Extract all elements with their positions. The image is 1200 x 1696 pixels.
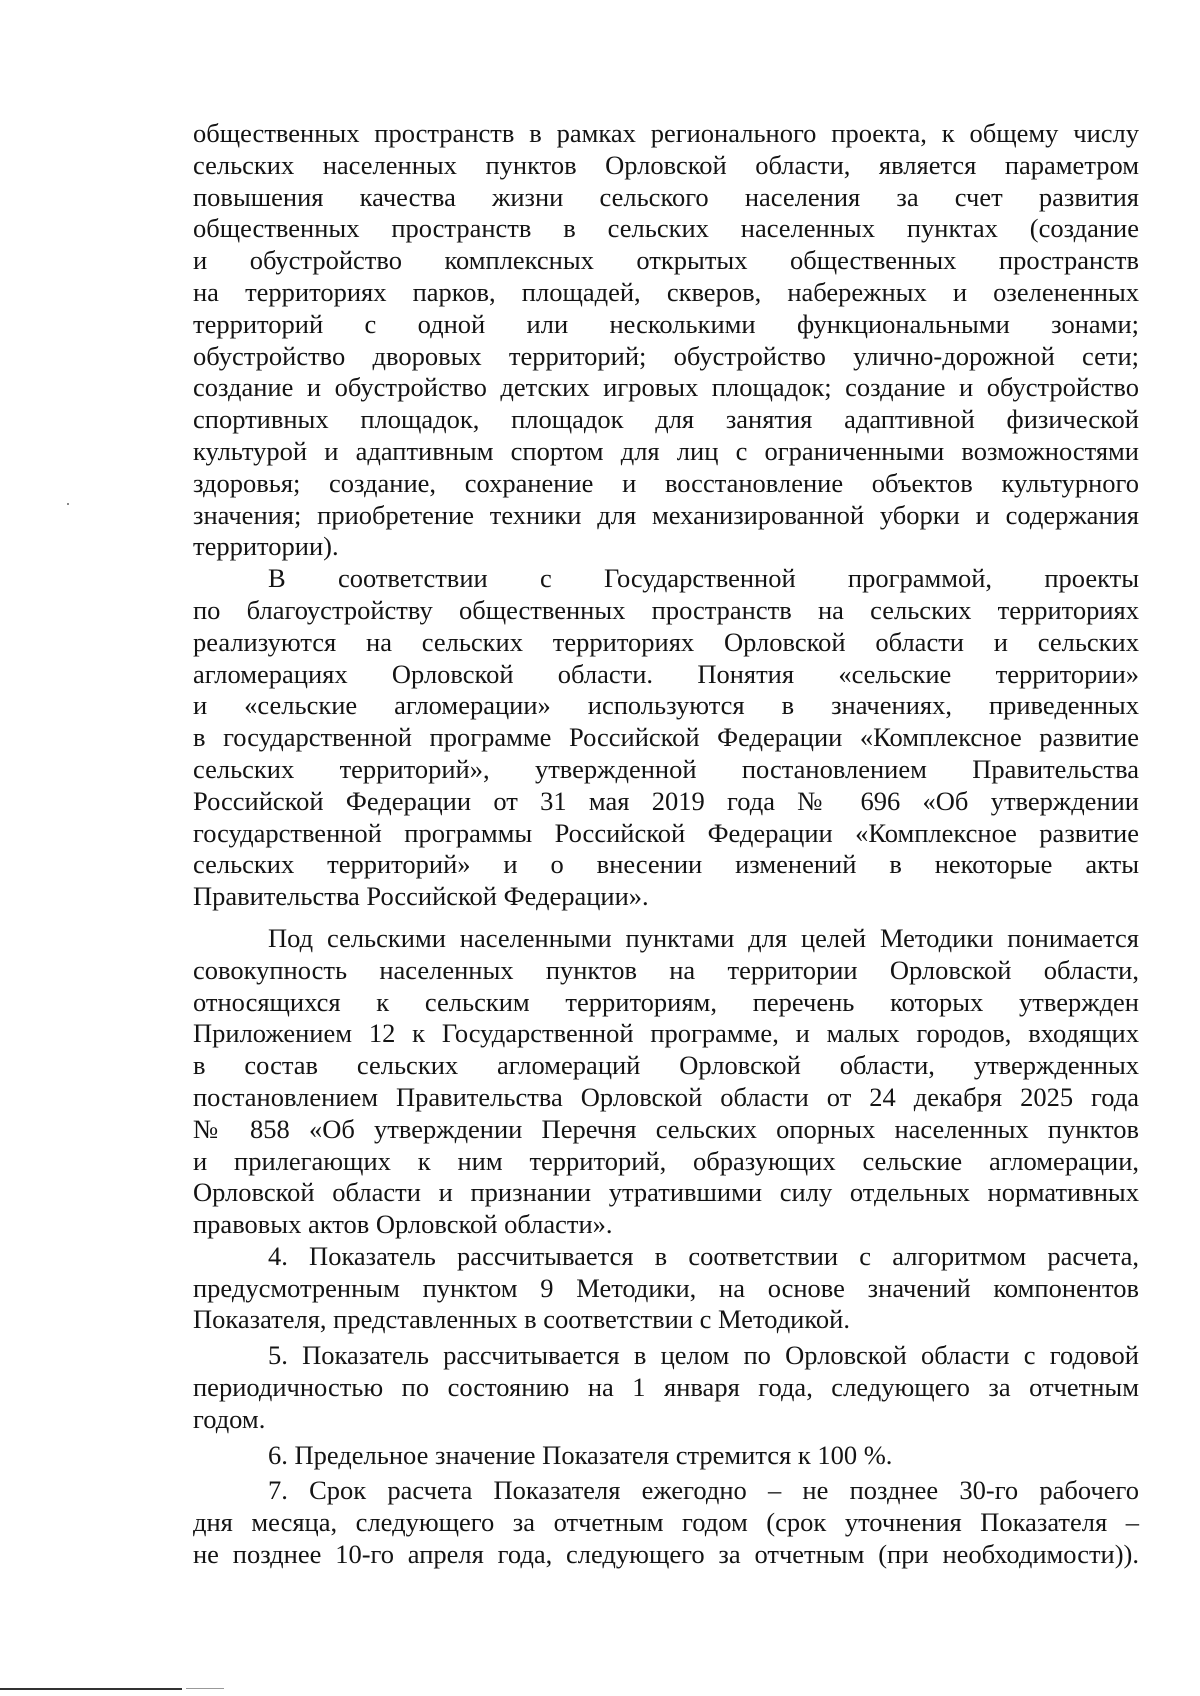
text-line: общественных пространств в рамках регионального проекта, к общему числу: [193, 118, 1139, 148]
text-line: реализуются на сельских территориях Орловской области и сельских: [193, 626, 1139, 657]
text-line: территорий с одной или несколькими функциональными зонами;: [193, 308, 1139, 339]
paragraph-item-4: [193, 1241, 1139, 1336]
text-line: создание и обустройство детских игровых площадок; создание и обустройство: [193, 372, 1139, 403]
text-line: в состав сельских агломераций Орловской области, утвержденных: [193, 1050, 1139, 1081]
footer-rule: [0, 1688, 182, 1690]
text-line: и обустройство комплексных открытых общественных пространств: [193, 245, 1139, 276]
text-line: на территориях парков, площадей, скверов, набережных и озелененных: [193, 276, 1139, 307]
text-line: не позднее 10-го апреля года, следующего за отчетным (при необходимости)).: [193, 1539, 1139, 1570]
text-line: Российской Федерации от 31 мая 2019 года № 696 «Об утверждении: [193, 785, 1139, 816]
paragraph-state-program: [193, 563, 1139, 913]
text-line: предусмотренным пунктом 9 Методики, на основе значений компонентов: [193, 1272, 1139, 1303]
text-line: № 858 «Об утверждении Перечня сельских опорных населенных пунктов: [193, 1113, 1139, 1144]
text-line: 4. Показатель рассчитывается в соответствии с алгоритмом расчета,: [268, 1240, 1139, 1271]
text-line: государственной программы Российской Федерации «Комплексное развитие: [193, 817, 1139, 848]
text-line: 6. Предельное значение Показателя стремится к 100 %.: [268, 1439, 893, 1470]
text-line: повышения качества жизни сельского населения за счет развития: [193, 181, 1139, 212]
text-line: дня месяца, следующего за отчетным годом (срок уточнения Показателя –: [193, 1507, 1139, 1538]
text-line: Показателя, представленных в соответствии с Методикой.: [193, 1304, 850, 1335]
text-line: сельских территорий», утвержденной постановлением Правительства: [193, 753, 1139, 784]
document-body: [193, 118, 1139, 1571]
text-line: В соответствии с Государственной программой, проекты: [268, 563, 1139, 594]
paragraph-rural-settlements: [193, 923, 1139, 1241]
paragraph-item-5: [193, 1340, 1139, 1435]
text-line: Под сельскими населенными пунктами для целей Методики понимается: [268, 922, 1139, 953]
text-line: правовых актов Орловской области».: [193, 1209, 613, 1240]
text-line: сельских населенных пунктов Орловской области, является параметром: [193, 149, 1139, 180]
text-line: постановлением Правительства Орловской области от 24 декабря 2025 года: [193, 1081, 1139, 1112]
text-line: периодичностью по состоянию на 1 января года, следующего за отчетным: [193, 1372, 1139, 1403]
scan-speck: [67, 503, 69, 505]
paragraph-item-6: [193, 1440, 1139, 1472]
text-line: сельских территорий» и о внесении изменений в некоторые акты: [193, 849, 1139, 880]
text-line: 7. Срок расчета Показателя ежегодно – не позднее 30-го рабочего: [268, 1475, 1139, 1506]
text-line: совокупность населенных пунктов на территории Орловской области,: [193, 954, 1139, 985]
text-line: общественных пространств в сельских населенных пунктах (создание: [193, 213, 1139, 244]
text-line: обустройство дворовых территорий; обустройство улично-дорожной сети;: [193, 340, 1139, 371]
text-line: спортивных площадок, площадок для занятия адаптивной физической: [193, 404, 1139, 435]
text-line: относящихся к сельским территориям, перечень которых утвержден: [193, 986, 1139, 1017]
text-line: 5. Показатель рассчитывается в целом по Орловской области с годовой: [268, 1340, 1139, 1371]
footer-rule-tail: [186, 1688, 224, 1689]
text-line: по благоустройству общественных пространств на сельских территориях: [193, 594, 1139, 625]
text-line: культурой и адаптивным спортом для лиц с ограниченными возможностями: [193, 435, 1139, 466]
text-line: Орловской области и признании утратившими силу отдельных нормативных: [193, 1177, 1139, 1208]
text-line: значения; приобретение техники для механизированной уборки и содержания: [193, 499, 1139, 530]
paragraph-public-spaces-continuation: [193, 118, 1139, 563]
text-line: и прилегающих к ним территорий, образующих сельские агломерации,: [193, 1145, 1139, 1176]
paragraph-item-7: [193, 1475, 1139, 1570]
text-line: в государственной программе Российской Федерации «Комплексное развитие: [193, 722, 1139, 753]
text-line: здоровья; создание, сохранение и восстановление объектов культурного: [193, 467, 1139, 498]
text-line: территории).: [193, 531, 339, 562]
text-line: Приложением 12 к Государственной программе, и малых городов, входящих: [193, 1018, 1139, 1049]
text-line: и «сельские агломерации» используются в значениях, приведенных: [193, 690, 1139, 721]
text-line: агломерациях Орловской области. Понятия «сельские территории»: [193, 658, 1139, 689]
text-line: Правительства Российской Федерации».: [193, 881, 649, 912]
text-line: годом.: [193, 1403, 266, 1434]
